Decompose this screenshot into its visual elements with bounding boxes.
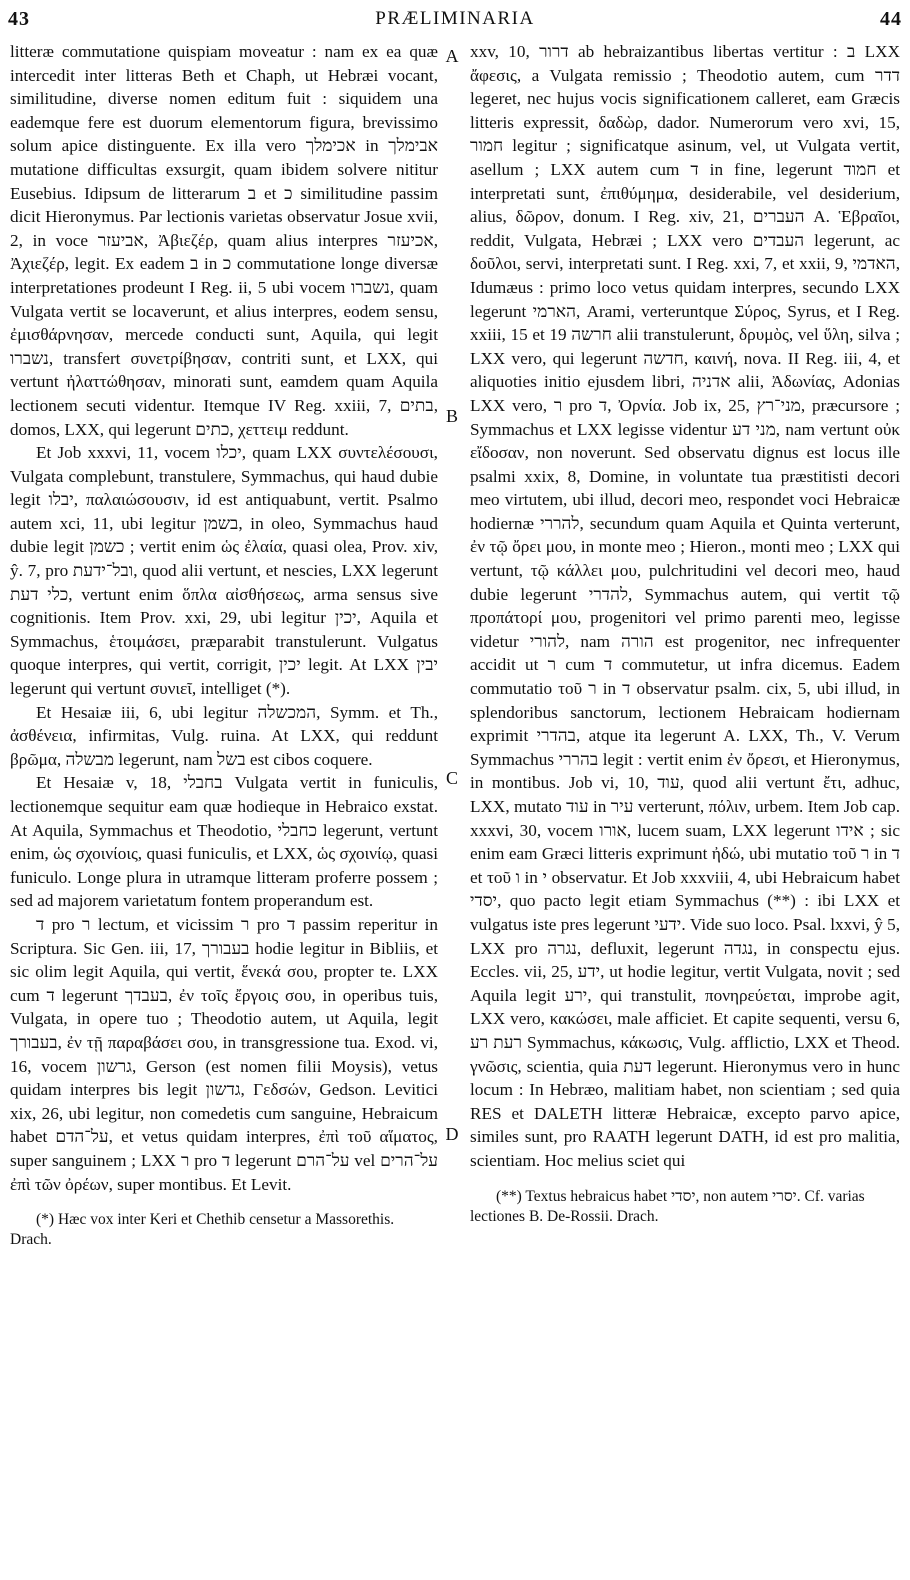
margin-letter-a: A — [445, 46, 459, 66]
running-title: PRÆLIMINARIA — [375, 8, 535, 29]
page-number-right: 44 — [879, 7, 902, 30]
right-footnote: (**) Textus hebraicus habet יסדי, non autem יסרי. Cf. varias lectiones B. De-Rossii. Drach. — [470, 1187, 865, 1225]
left-column — [10, 40, 438, 1250]
left-paragraph-3: Et Hesaiæ iii, 6, ubi legitur המכשלה, Symm. et Th., ἀσθένεια, infirmitas, Vulg. ruina. At LXX, qui reddunt βρῶμα, מבשלה legerunt, nam בשל est cibos coquere. — [10, 702, 439, 769]
left-paragraph-1: litteræ commutatione quispiam moveatur : nam ex ea quæ intercedit inter litteras Beth et Chaph, ut Hebræi vocant, similitudine, diverse nomen editum fuit : siquidem una eademque fere est duorum elementorum figura, brevissimo solum apice distinguente. Ex illa vero אכימלך in אבימלך mutatione difficultas exsurgit, quam ibidem solvere nititur Eusebius. Idipsum de litterarum ב et כ similitudine passim dicit Hieronymus. Par lectionis varietas observatur Josue xvii, 2, in voce אביעזר, Ἀβιεζέρ, quam alius interpres אכיעזר, Ἀχιεζέρ, legit. Ex eadem ב in כ commutatione longe diversæ interpretationes prodeunt I Reg. ii, 5 ubi vocem נשברו, quam Vulgata vertit se locaverunt, et alius interpres, eodem sensu, ἐμισθάρνησαν, mercede conducti sunt, Aquila, qui legit נשברו, transfert συνετρίβησαν, contriti sunt, et LXX, qui vertunt ἠλαττώθησαν, minorati sunt, eamdem quam Aquila lectionem secuti videntur. Itemque IV Reg. xxiii, 7, בתים, domos, LXX, qui legerunt כתים, χεττειμ reddunt. — [10, 42, 439, 439]
left-footnote: (*) Hæc vox inter Keri et Chethib censetur a Massorethis. Drach. — [10, 1211, 395, 1249]
margin-letter-b: B — [445, 406, 458, 426]
page-number-left: 43 — [8, 7, 30, 30]
left-paragraph-4: Et Hesaiæ v, 18, בחבלי Vulgata vertit in funiculis, lectionemque sequitur eam quæ hodieque in Hebraico exstat. At Aquila, Symmachus et Theodotio, כחבלי legerunt, vertunt enim, ὡς σχοινίοις, quasi funiculis, et LXX, ὡς σχοινίῳ, quasi funiculo. Longe plura in utramque litteram proferre possem ; sed ad majorem varietatum fontem properandum est. — [10, 773, 439, 911]
right-paragraph-1: xxv, 10, דרור ab hebraizantibus libertas vertitur : ב LXX ἄφεσις, a Vulgata remissio ; Theodotio autem, cum דדר legeret, nec hujus vocis significationem calleret, eam Græcis litteris expressit, δαδὼρ, dador. Numerorum vero xvi, 15, חמור legitur ; significatque asinum, vel, ut Vulgata vertit, asellum ; LXX autem cum ד in fine, legerunt חמוד et interpretati sunt, ἐπιθύμημα, desiderabile, vel desiderium, alius, δῶρον, donum. I Reg. xiv, 21, העברים A. Ἑβραῖοι, reddit, Vulgata, Hebræi ; LXX vero העבדים legerunt, ac δοῦλοι, servi, interpretati sunt. I Reg. xxi, 7, et xxii, 9, האדמי, Idumæus : primo loco vetus quidam interpres, secundo LXX legerunt הארמי, Arami, verteruntque Σύρος, Syrus, et I Reg. xxiii, 15 et 19 חרשה alii transtulerunt, δρυμὸς, vel ὕλη, silva ; LXX vero, qui legerunt חדשה, καινή, nova. II Reg. iii, 4, et aliquoties initio ejusdem libri, אדניה alii, Ἀδωνίας, Adonias LXX vero, ר pro ד, Ὀρνία. Job ix, 25, מני־רץ, præcursore ; Symmachus et LXX legisse videntur מני דע, nam vertunt οὐκ εἴδοσαν, non noverunt. Sed observatu dignus est locus ille psalmi xxix, 8, Domine, in voluntate tua præstitisti decori meo virtutem, ubi illud, decori meo, respondet voci Hebraicæ hodiernæ להררי, secundum quam Aquila et Quinta verterunt, ἐν τῷ ὄρει μου, in monte meo ; Hieron., monti meo ; LXX qui vertunt, τῷ κάλλει μου, pulchritudini vel decori meo, haud dubie legerunt להדרי, Symmachus autem, qui vertit τῷ προπάτορί μου, progenitori vel primo parenti meo, legisse videtur להורי, nam הורה est progenitor, nec infrequenter accidit ut ר cum ד commutetur, ut infra dicemus. Eadem commutatio τοῦ ר in ד observatur psalm. cix, 5, ubi illud, in splendoribus sanctorum, lectionem Hebraicam hodiernam exprimit בהדרי, atque ita legerunt A. LXX, Th., V. Verum Symmachus בהררי legit : vertit enim ἐν ὄρεσι, et Hieronymus, in montibus. Job vi, 10, עוד, quod alii vertunt ἔτι, adhuc, LXX, mutato עוד in עיר verterunt, πόλιν, urbem. Item Job cap. xxxvi, 30, vocem אורו, lucem suam, LXX legerunt אידו ; sic enim eam Græci litteris exprimunt ἠδώ, ubi mutatio τοῦ ר in ד et τοῦ ו in י observatur. Et Job xxxviii, 4, ubi Hebraicum habet יסדי, quo pacto legit etiam Symmachus (**) : ibi LXX et vulgatus iste pres legerunt ידעי. Vide suo loco. Psal. lxxvi, ŷ 5, LXX pro נגרה, defluxit, legerunt נגדה, in conspectu ejus. Eccles. vii, 25, ידע, ut hodie legitur, vertit Vulgata, novit ; sed Aquila legit ירע, qui transtulit, πονηρεύεται, improbe agit, LXX vero, κακώσει, male afficiet. Et capite sequenti, versu 6, רעת רע Symmachus, κάκωσις, Vulg. afflictio, LXX et Theod. γνῶσις, scientia, quia דעת legerunt. Hieronymus vero in hunc locum : In Hebræo, malitiam habet, non scientiam ; sed quia RES et DALETH litteræ Hebraicæ, excepto parvo apice, similes sunt, pro RAATH legerunt DATH, id est pro malitia, scientiam. Hoc melius sciet qui — [470, 42, 901, 1170]
right-column — [470, 40, 900, 1227]
left-paragraph-5: ד pro ר lectum, et vicissim ר pro ד passim reperitur in Scriptura. Sic Gen. iii, 17, בעבורך hodie legitur in Bibliis, et sic olim legit Aquila, qui vertit, ἕνεκά σου, propter te. LXX cum ד legerunt בעבדך, ἐν τοῖς ἔργοις σου, in operibus tuis, Vulgata, in opere tuo ; Theodotio autem, ut Aquila, legit בעבורך, ἐν τῇ παραβάσει σου, in transgressione tua. Exod. vi, 16, vocem גרשון, Gerson (est nomen filii Moysis), vetus quidam interpres bis legit גדשון, Γεδσών, Gedson. Levitici xix, 26, ubi legitur, non comedetis cum sanguine, Hebraicum habet על־הדם, et vetus quidam interpres, ἐπὶ τοῦ αἵματος, super sanguinem ; LXX ר pro ד legerunt על־הרם vel על־הרים ἐπὶ τῶν ὀρέων, super montibus. Et Levit. — [10, 914, 438, 1194]
running-header — [8, 4, 902, 34]
left-paragraph-2: Et Job xxxvi, 11, vocem יכלו, quam LXX συντελέσουσι, Vulgata complebunt, transtulere, Symmachus, qui haud dubie legit יבלו, παλαιώσουσιν, id est antiquabunt, vertit. Psalmo autem xci, 11, ubi legitur בשמן, in oleo, Symmachus haud dubie legit כשמן ; vertit enim ὡς ἐλαία, quasi olea, Prov. xiv, ŷ. 7, pro ובל־ידעת, quod alii vertunt, et nescies, LXX legerunt כלי דעת, vertunt enim ὅπλα αἰσθήσεως, arma sensus sive cognitionis. Item Prov. xxi, 29, ubi legitur יכין, Aquila et Symmachus, ἑτοιμάσει, præparabit transtulerunt. Vulgatus quoque interpres, qui vertit, corrigit, יכין legit. At LXX יבין legerunt qui vertunt συνιεῖ, intelliget (*). — [10, 443, 439, 699]
margin-letter-c: C — [445, 768, 458, 788]
margin-letter-d: D — [445, 1124, 459, 1144]
